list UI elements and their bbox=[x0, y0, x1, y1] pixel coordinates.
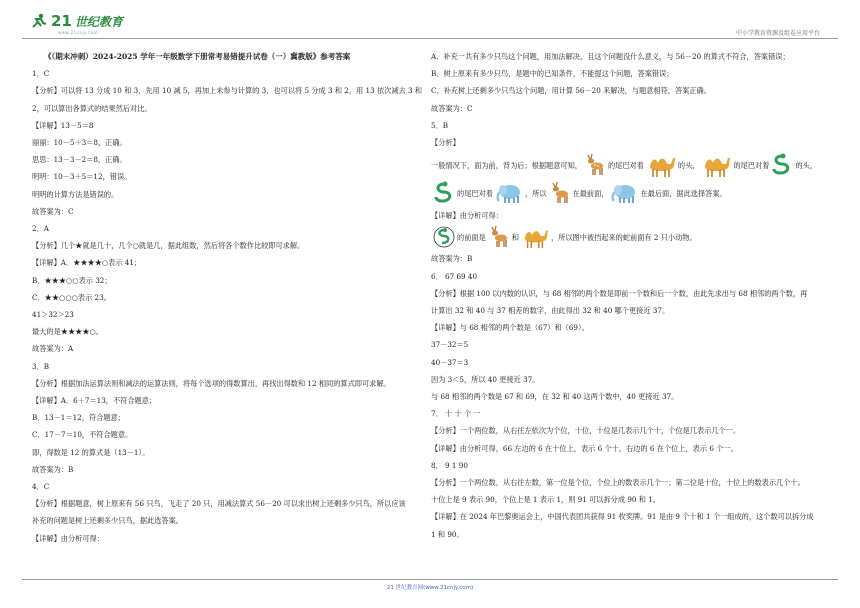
text-line: 41＞32＞23 bbox=[32, 310, 74, 320]
text-line: 2，可以算出各算式的结果然后对比。 bbox=[32, 103, 152, 113]
text-line: 【分析】可以将 13 分成 10 和 3，先用 10 减 5，再加上未参与计算的 3，也可以将 5 分成 3 和 2，用 13 依次减去 3 和 bbox=[32, 86, 423, 96]
text-segment: 的前面是 bbox=[457, 232, 486, 242]
site-logo[interactable] bbox=[30, 12, 123, 30]
text-line: 与 68 相邻的两个数是 67 和 69，在 32 和 40 这两个数中，40 更接近 37。 bbox=[431, 392, 679, 402]
text-line: 3．B bbox=[32, 361, 50, 371]
logo-text: 世纪教育 bbox=[74, 14, 123, 29]
q5-analysis-line-1 bbox=[431, 151, 827, 179]
text-line: C．17－7＝10，不符合题意。 bbox=[32, 430, 133, 440]
text-line: 【详解】A．6＋7＝13，不符合题意； bbox=[32, 396, 157, 406]
camel-icon bbox=[701, 152, 731, 178]
text-segment: 的尾巴对着 bbox=[457, 188, 493, 198]
text-line: 十位上是 9 表示 90，个位上是 1 表示 1，则 91 可以拆分成 90 和 1。 bbox=[431, 495, 660, 505]
left-text-block bbox=[32, 65, 427, 547]
elephant-icon bbox=[610, 182, 638, 204]
text-line: 【分析】几个★就是几十，几个○就是几，据此组数，然后将各个数作比较即可求解。 bbox=[32, 241, 305, 251]
text-line: 【详解】与 68 相邻的两个数是（67）和（69）。 bbox=[431, 323, 589, 333]
header-platform-text: 中小学教育资源及组卷应用平台 bbox=[735, 30, 820, 37]
text-line: 最大的是★★★★○。 bbox=[32, 327, 103, 337]
text-segment: 一般情况下，面为前，背为后；根据题意可知， bbox=[431, 160, 582, 170]
text-line: 补充的问题是树上还剩多少只鸟，据此选答案。 bbox=[32, 516, 183, 526]
footer-divider bbox=[22, 579, 838, 580]
snake-icon bbox=[433, 181, 455, 205]
text-line: 7． 十 十 个 一 bbox=[431, 409, 481, 419]
text-line: 【详解】由分析可得： bbox=[431, 211, 503, 221]
text-line: B．★★★○○表示 32； bbox=[32, 275, 112, 285]
text-line: 因为 3＜5，所以 40 更接近 37。 bbox=[431, 374, 540, 384]
text-segment: 的尾巴对着 bbox=[733, 160, 770, 170]
q5-analysis-line-2 bbox=[431, 179, 827, 207]
text-line: 40－37＝3 bbox=[431, 357, 469, 367]
text-line: B．树上原来有多少只鸟，是题中的已知条件，不能提这个问题，答案错误； bbox=[431, 69, 674, 79]
footer-link[interactable]: 21 世纪教育网(www.21cnjy.com) bbox=[386, 585, 474, 591]
text-line: 5．B bbox=[431, 120, 449, 130]
camel-icon bbox=[646, 152, 676, 178]
text-line: 故答案为：A bbox=[32, 344, 74, 354]
text-line: 1．C bbox=[32, 69, 50, 79]
text-line: 即，得数是 12 的算式是（13－1）。 bbox=[32, 447, 150, 457]
text-line: 4．C bbox=[32, 482, 50, 492]
text-line: 1 和 90。 bbox=[431, 529, 464, 539]
circled-snake-icon bbox=[433, 225, 455, 249]
logo-url: www.21cnjy.com bbox=[58, 30, 99, 35]
text-line: 丽丽：10－5＋3＝8，正确。 bbox=[32, 138, 127, 148]
deer-icon bbox=[549, 181, 571, 205]
text-line: 故答案为：B bbox=[431, 254, 473, 264]
left-column bbox=[32, 48, 427, 547]
header-divider bbox=[22, 38, 838, 39]
deer-icon bbox=[584, 153, 606, 177]
text-line: 【分析】 bbox=[431, 138, 460, 148]
text-segment: 在最前面， bbox=[572, 188, 609, 198]
text-segment: 的尾巴对着 bbox=[607, 160, 644, 170]
text-line: 【详解】A．★★★★○表示 41； bbox=[32, 258, 142, 268]
text-line: 【详解】由分析可得，66 左边的 6 在十位上，表示 6 个十，右边的 6 在个位上，表示 6 个一。 bbox=[431, 443, 738, 453]
camel-icon bbox=[521, 225, 549, 249]
text-line: 明明的计算方法是错误的。 bbox=[32, 189, 119, 199]
text-segment: 的头， bbox=[795, 160, 818, 170]
runner-logo-icon bbox=[30, 13, 48, 29]
text-line: 2．A bbox=[32, 224, 49, 234]
text-line: 【分析】根据加法运算法则和减法的运算法则，将每个选项的得数算出，再找出得数和 12 相同的算式即可求解。 bbox=[32, 378, 391, 388]
text-line: C．补充树上还剩多少只鸟这个问题，用计算 56－20 来解决，与题意相符，答案正确。 bbox=[431, 86, 711, 96]
text-line: 6． 67 69 40 bbox=[431, 271, 478, 281]
right-column bbox=[431, 48, 827, 543]
text-line: C．★★○○○表示 23。 bbox=[32, 292, 111, 302]
q5-detail-line bbox=[431, 224, 827, 250]
elephant-icon bbox=[495, 182, 523, 204]
text-line: 故答案为：C bbox=[431, 103, 473, 113]
text-line: 【详解】由分析可得： bbox=[32, 533, 104, 543]
text-line: 【详解】13－5＝8 bbox=[32, 120, 94, 130]
text-segment: 在最后面，据此选择答案。 bbox=[640, 188, 727, 198]
text-line: 计算出 32 和 40 与 37 相差的数字，由此得出 32 和 40 哪个更接近 37。 bbox=[431, 306, 670, 316]
answer-key-title: 《（期末冲刺）2024-2025 学年一年级数学下册常考易错提升试卷（一）冀教版》参考答案 bbox=[44, 52, 351, 61]
logo-number: 21 bbox=[51, 12, 72, 30]
text-line: A．补充一共有多少只鸟这个问题，用加法解决，且这个问题没什么意义，与 56－20 的算式不符合，答案错误； bbox=[431, 52, 790, 61]
text-segment: ，所以图中被挡起来的蛇前面有 2 只小动物。 bbox=[550, 232, 697, 242]
text-segment: 和 bbox=[511, 232, 519, 242]
text-line: 【分析】一个两位数，从右往左依次为个位，十位，十位是几表示几个十，个位是几表示几个一。 bbox=[431, 426, 741, 436]
text-line: 8． 9 1 90 bbox=[431, 460, 468, 470]
text-segment: 的头， bbox=[677, 160, 700, 170]
deer-icon bbox=[488, 225, 510, 249]
text-line: 思思：13－3－2＝8，正确。 bbox=[32, 155, 127, 165]
text-line: 【分析】一个两位数，从右往左数，第一位是个位，个位上的数表示几个一；第二位是十位，十位上的数表示几个十。 bbox=[431, 478, 805, 488]
text-line: 明明：10－3＋5＝12，错误。 bbox=[32, 172, 132, 182]
text-line: 37－32＝5 bbox=[431, 340, 469, 350]
text-line: 故答案为：B bbox=[32, 464, 74, 474]
snake-icon bbox=[771, 153, 793, 177]
text-line: 故答案为：C bbox=[32, 206, 74, 216]
text-line: 【详解】在 2024 年巴黎奥运会上，中国代表团共获得 91 枚奖牌。91 是由 9 个十和 1 个一组成的，这个数可以拆分成 bbox=[431, 512, 814, 522]
text-segment: ，所以 bbox=[524, 188, 547, 198]
text-line: B．13－1＝12，符合题意； bbox=[32, 413, 125, 423]
text-line: 【分析】根据 100 以内数的认识，与 68 相邻的两个数是即前一个数和后一个数，由此先求出与 68 相邻的两个数，再 bbox=[431, 288, 808, 298]
text-line: 【分析】根据题意，树上原来有 56 只鸟，飞走了 20 只，用减法算式 56－20 可以求出树上还剩多少只鸟，所以应该 bbox=[32, 499, 406, 509]
